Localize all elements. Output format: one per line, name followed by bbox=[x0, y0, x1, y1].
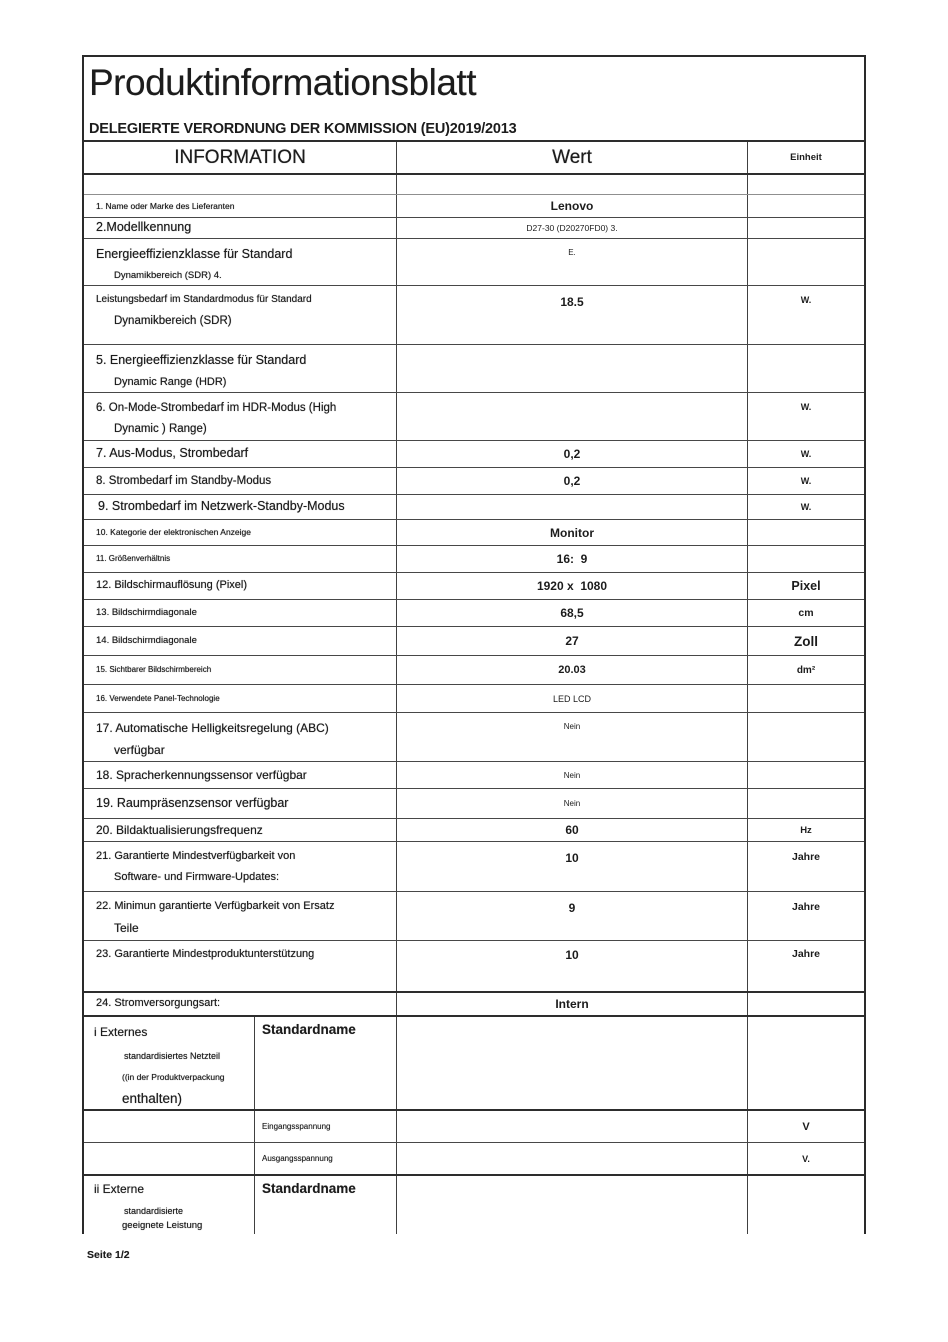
row-label: 7. Aus-Modus, Strombedarf bbox=[84, 441, 397, 467]
table-row-voice-sensor bbox=[84, 761, 864, 788]
table-row-product-support bbox=[84, 940, 864, 991]
column-header-wert: Wert bbox=[397, 142, 748, 173]
row-label: i Externes standardisiertes Netzteil ((in der Produktverpackung enthalten) bbox=[84, 1017, 255, 1109]
row-value: Nein bbox=[397, 762, 748, 788]
row-label: 2.Modellkennung bbox=[84, 218, 397, 238]
table-row-output-voltage bbox=[84, 1142, 864, 1174]
row-label: 21. Garantierte Mindestverfügbarkeit von Software- und Firmware-Updates: bbox=[84, 842, 397, 891]
title-row bbox=[84, 57, 864, 112]
table-row-supplier-name bbox=[84, 194, 864, 217]
row-label: 15. Sichtbarer Bildschirmbereich bbox=[84, 656, 397, 684]
row-unit bbox=[748, 713, 864, 761]
table-row-screen-resolution bbox=[84, 572, 864, 599]
table-row-software-updates bbox=[84, 841, 864, 891]
table-row-display-category bbox=[84, 519, 864, 545]
table-row-input-voltage bbox=[84, 1109, 864, 1142]
row-value bbox=[397, 1111, 748, 1142]
row-value: 60 bbox=[397, 819, 748, 841]
table-row-panel-technology bbox=[84, 684, 864, 712]
row-value: 9 bbox=[397, 892, 748, 940]
row-label: 5. Energieeffizienzklasse für Standard Dynamic Range (HDR) bbox=[84, 345, 397, 392]
row-label: 20. Bildaktualisierungsfrequenz bbox=[84, 819, 397, 841]
row-label: Ausgangsspannung bbox=[255, 1143, 397, 1174]
row-value bbox=[397, 1176, 748, 1234]
standardname-cell: Standardname bbox=[255, 1017, 397, 1109]
table-row-on-mode-power-sdr bbox=[84, 285, 864, 344]
subtitle-row bbox=[84, 112, 864, 140]
row-unit: Jahre bbox=[791, 901, 821, 913]
regulation-subtitle: DELEGIERTE VERORDNUNG DER KOMMISSION (EU)2019/2013 bbox=[89, 121, 517, 137]
row-label: 14. Bildschirmdiagonale bbox=[84, 627, 397, 655]
row-unit bbox=[748, 762, 864, 788]
row-unit: cm bbox=[798, 607, 814, 619]
row-unit bbox=[748, 546, 864, 572]
row-label: ii Externe standardisierte geeignete Leistung bbox=[84, 1176, 255, 1234]
table-row-model-identifier bbox=[84, 217, 864, 238]
row-value bbox=[397, 393, 748, 440]
row-unit: V bbox=[802, 1120, 810, 1133]
page-title: Produktinformationsblatt bbox=[89, 62, 476, 103]
row-value: Monitor bbox=[397, 520, 748, 545]
row-label: Leistungsbedarf im Standardmodus für Standard Dynamikbereich (SDR) bbox=[84, 286, 397, 344]
row-label: 8. Strombedarf im Standby-Modus bbox=[84, 468, 397, 494]
row-label: 17. Automatische Helligkeitsregelung (ABC) verfügbar bbox=[84, 713, 397, 761]
row-value: D27-30 (D20270FD0) 3. bbox=[397, 218, 748, 238]
row-unit: Jahre bbox=[791, 948, 821, 960]
table-row-screen-diagonal-cm bbox=[84, 599, 864, 626]
row-unit: Zoll bbox=[794, 633, 818, 649]
row-label: 23. Garantierte Mindestproduktunterstützung bbox=[84, 941, 397, 991]
row-value: LED LCD bbox=[397, 685, 748, 712]
table-row-visible-screen-area bbox=[84, 655, 864, 684]
table-row-power-supply-type bbox=[84, 991, 864, 1015]
row-value: 0,2 bbox=[397, 468, 748, 494]
row-value: Lenovo bbox=[397, 195, 748, 217]
row-value: 0,2 bbox=[397, 441, 748, 467]
row-unit bbox=[748, 520, 864, 545]
row-value bbox=[397, 495, 748, 519]
row-label: 9. Strombedarf im Netzwerk-Standby-Modus bbox=[84, 495, 397, 519]
table-row-abc-available bbox=[84, 712, 864, 761]
row-label: 18. Spracherkennungssensor verfügbar bbox=[84, 762, 397, 788]
row-unit: W. bbox=[800, 402, 812, 412]
row-label: 16. Verwendete Panel-Technologie bbox=[84, 685, 397, 712]
column-header-information: INFORMATION bbox=[84, 142, 397, 173]
page-number: Seite 1/2 bbox=[87, 1249, 130, 1261]
row-label: 6. On-Mode-Strombedarf im HDR-Modus (High Dynamic ) Range) bbox=[84, 393, 397, 440]
row-value: 18.5 bbox=[397, 286, 748, 344]
row-value: 27 bbox=[397, 627, 748, 655]
row-label: Energieeffizienzklasse für Standard Dynamikbereich (SDR) 4. bbox=[84, 239, 397, 285]
row-unit bbox=[748, 789, 864, 818]
table-row-energy-class-hdr bbox=[84, 344, 864, 392]
row-label: 19. Raumpräsenzsensor verfügbar bbox=[84, 789, 397, 818]
row-value: 10 bbox=[397, 941, 748, 991]
row-label: 12. Bildschirmauflösung (Pixel) bbox=[84, 573, 397, 599]
row-value: 68,5 bbox=[397, 600, 748, 626]
table-row-external-psu-ii bbox=[84, 1174, 864, 1234]
row-value bbox=[397, 345, 748, 392]
column-header-einheit: Einheit bbox=[790, 152, 822, 163]
row-unit bbox=[748, 218, 864, 238]
row-unit: W. bbox=[800, 295, 812, 305]
table-row-screen-diagonal-inch bbox=[84, 626, 864, 655]
spacer-row bbox=[84, 173, 864, 194]
row-value: 20.03 bbox=[397, 656, 748, 684]
row-unit bbox=[748, 685, 864, 712]
row-label: 11. Größenverhältnis bbox=[84, 546, 397, 572]
row-value bbox=[397, 1143, 748, 1174]
standardname-cell: Standardname bbox=[255, 1176, 397, 1234]
document-table bbox=[82, 55, 866, 1234]
table-row-off-mode-power bbox=[84, 440, 864, 467]
row-unit: W. bbox=[800, 502, 812, 512]
table-row-spare-parts bbox=[84, 891, 864, 940]
row-unit: W. bbox=[800, 449, 812, 459]
row-unit bbox=[748, 993, 864, 1015]
row-unit bbox=[748, 1017, 864, 1109]
row-unit: Hz bbox=[800, 824, 812, 836]
row-value: Nein bbox=[397, 789, 748, 818]
row-label: 13. Bildschirmdiagonale bbox=[84, 600, 397, 626]
table-row-presence-sensor bbox=[84, 788, 864, 818]
row-unit bbox=[748, 1176, 864, 1234]
row-label: 1. Name oder Marke des Lieferanten bbox=[84, 195, 397, 217]
row-unit bbox=[748, 345, 864, 392]
row-unit: V. bbox=[802, 1153, 810, 1164]
table-header-row bbox=[84, 140, 864, 173]
row-label: Eingangsspannung bbox=[255, 1111, 397, 1142]
row-unit: W. bbox=[800, 476, 812, 486]
row-value bbox=[397, 1017, 748, 1109]
row-unit bbox=[748, 239, 864, 285]
row-unit: Jahre bbox=[791, 851, 821, 863]
row-value: Nein bbox=[397, 713, 748, 761]
row-label: 22. Minimun garantierte Verfügbarkeit von Ersatz Teile bbox=[84, 892, 397, 940]
row-label: 10. Kategorie der elektronischen Anzeige bbox=[84, 520, 397, 545]
row-value: Intern bbox=[397, 993, 748, 1015]
row-label: 24. Stromversorgungsart: bbox=[84, 993, 397, 1015]
table-row-aspect-ratio bbox=[84, 545, 864, 572]
row-value: 10 bbox=[397, 842, 748, 891]
table-row-energy-class-sdr bbox=[84, 238, 864, 285]
table-row-refresh-rate bbox=[84, 818, 864, 841]
row-unit: dm² bbox=[796, 664, 816, 676]
row-value: 1920 x 1080 bbox=[397, 573, 748, 599]
table-row-standby-power bbox=[84, 467, 864, 494]
row-unit bbox=[748, 195, 864, 217]
row-value: 16: 9 bbox=[397, 546, 748, 572]
row-value: E. bbox=[397, 239, 748, 285]
table-row-external-psu-i bbox=[84, 1015, 864, 1109]
table-row-network-standby-power bbox=[84, 494, 864, 519]
row-unit: Pixel bbox=[791, 579, 821, 593]
table-row-on-mode-power-hdr bbox=[84, 392, 864, 440]
